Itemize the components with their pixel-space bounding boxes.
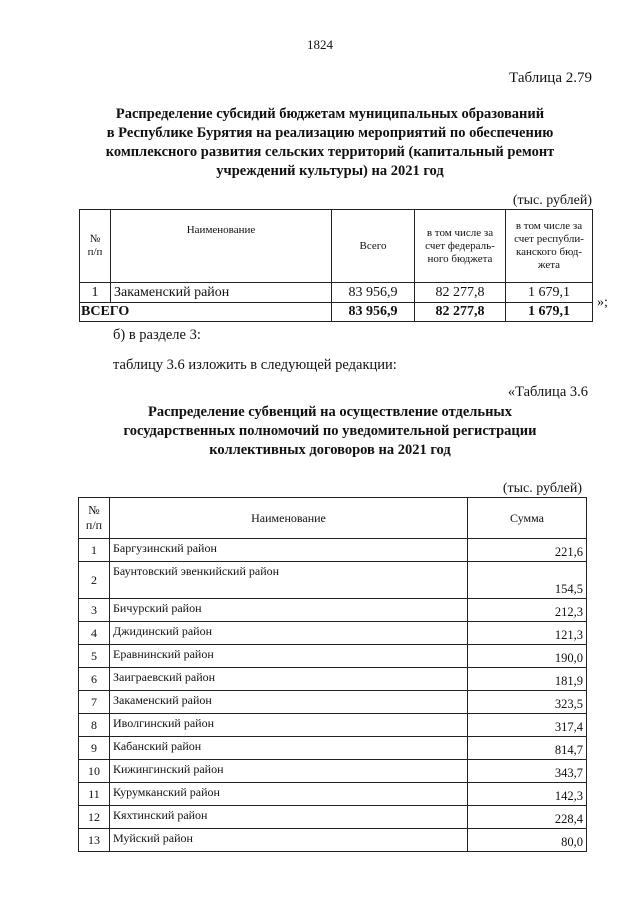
- row-sum: 212,3: [468, 599, 587, 622]
- row-name: Баунтовский эвенкийский район: [110, 562, 468, 599]
- row-federal: 82 277,8: [415, 283, 506, 303]
- table1-title-line: учреждений культуры) на 2021 год: [216, 163, 444, 179]
- row-num: 7: [79, 691, 110, 714]
- header-name: Наименование: [111, 210, 332, 283]
- row-num: 9: [79, 737, 110, 760]
- header-federal-line: в том числе за: [426, 226, 494, 239]
- row-sum: 317,4: [468, 714, 587, 737]
- row-name: Муйский район: [110, 829, 468, 852]
- row-name: Иволгинский район: [110, 714, 468, 737]
- total-label: ВСЕГО: [80, 303, 332, 322]
- row-num: 4: [79, 622, 110, 645]
- table-row: [79, 622, 587, 645]
- table2-title-line: государственных полномочий по уведомительной регистрации: [123, 423, 537, 439]
- total-total: 83 956,9: [332, 303, 415, 322]
- header-total: Всего: [332, 210, 415, 283]
- header-num: [80, 210, 111, 283]
- table1-title-line: Распределение субсидий бюджетам муниципальных образований: [115, 106, 545, 122]
- row-name: Кяхтинский район: [110, 806, 468, 829]
- row-name: Баргузинский район: [110, 539, 468, 562]
- table2-title-line: Распределение субвенций на осуществление отдельных: [147, 404, 513, 420]
- row-num: 11: [79, 783, 110, 806]
- row-num: 10: [79, 760, 110, 783]
- table-label-2-79: Таблица 2.79: [509, 70, 592, 86]
- table-header-row: [80, 210, 593, 283]
- table1-unit: (тыс. рублей): [512, 193, 592, 208]
- table-row: [79, 806, 587, 829]
- row-name: Закаменский район: [110, 691, 468, 714]
- table-row: [79, 737, 587, 760]
- row-num: 1: [79, 539, 110, 562]
- page-number: 1824: [307, 37, 333, 52]
- table-header-row: [79, 498, 587, 539]
- header-republic-line: канского бюд-: [515, 246, 583, 258]
- row-num: 3: [79, 599, 110, 622]
- table-row: [79, 668, 587, 691]
- header-federal-line: счет федераль-: [425, 239, 495, 252]
- row-num: 12: [79, 806, 110, 829]
- subsidy-table: [79, 209, 593, 322]
- row-name: Еравнинский район: [110, 645, 468, 668]
- table1-title: [80, 105, 580, 181]
- row-name: Бичурский район: [110, 599, 468, 622]
- table-row: [79, 760, 587, 783]
- row-num: 8: [79, 714, 110, 737]
- closing-quote: »;: [597, 295, 608, 310]
- row-total: 83 956,9: [332, 283, 415, 303]
- header-republic: [506, 210, 593, 283]
- row-sum: 190,0: [468, 645, 587, 668]
- header-republic-line: жета: [537, 259, 561, 271]
- header-num: [79, 498, 110, 539]
- row-sum: 221,6: [468, 539, 587, 562]
- table2-title: [80, 403, 580, 460]
- row-name: Кабанский район: [110, 737, 468, 760]
- table-row: [79, 562, 587, 599]
- row-name: Заиграевский район: [110, 668, 468, 691]
- header-name: Наименование: [110, 498, 468, 539]
- row-sum: 80,0: [468, 829, 587, 852]
- row-num: 5: [79, 645, 110, 668]
- header-num-line: п/п: [87, 246, 103, 258]
- row-num: 13: [79, 829, 110, 852]
- table-row: [79, 599, 587, 622]
- table1-title-line: комплексного развития сельских территорий (капитальный ремонт: [105, 144, 555, 160]
- table-label-3-6: «Таблица 3.6: [507, 384, 588, 400]
- table-row: [79, 539, 587, 562]
- row-sum: 814,7: [468, 737, 587, 760]
- row-republic: 1 679,1: [506, 283, 593, 303]
- total-row: [80, 303, 593, 322]
- header-num-line: п/п: [85, 518, 103, 532]
- row-name: Курумканский район: [110, 783, 468, 806]
- table-row: [79, 645, 587, 668]
- header-num-line: №: [89, 233, 101, 245]
- row-sum: 142,3: [468, 783, 587, 806]
- table-row: [79, 691, 587, 714]
- table2-title-line: коллективных договоров на 2021 год: [209, 442, 451, 458]
- header-sum: Сумма: [468, 498, 587, 539]
- row-sum: 343,7: [468, 760, 587, 783]
- paragraph-instruction: таблицу 3.6 изложить в следующей редакции:: [113, 357, 397, 373]
- paragraph-section: б) в разделе 3:: [113, 327, 201, 343]
- header-federal: [415, 210, 506, 283]
- table-row: [79, 829, 587, 852]
- row-name: Закаменский район: [111, 283, 332, 303]
- row-sum: 323,5: [468, 691, 587, 714]
- table1-title-line: в Республике Бурятия на реализацию мероприятий по обеспечению: [106, 125, 554, 141]
- row-sum: 181,9: [468, 668, 587, 691]
- table-row: [79, 783, 587, 806]
- header-num-line: №: [88, 503, 100, 517]
- row-name: Кижингинский район: [110, 760, 468, 783]
- row-num: 1: [80, 283, 111, 303]
- row-num: 2: [79, 562, 110, 599]
- row-name: Джидинский район: [110, 622, 468, 645]
- row-num: 6: [79, 668, 110, 691]
- total-federal: 82 277,8: [415, 303, 506, 322]
- row-sum: 121,3: [468, 622, 587, 645]
- table-row: [80, 283, 593, 303]
- row-sum: 228,4: [468, 806, 587, 829]
- header-republic-line: в том числе за: [515, 220, 583, 232]
- table2-unit: (тыс. рублей): [502, 481, 582, 496]
- subvention-table: [78, 497, 587, 852]
- table-row: [79, 714, 587, 737]
- row-sum: 154,5: [468, 562, 587, 599]
- total-republic: 1 679,1: [506, 303, 593, 322]
- header-republic-line: счет республи-: [514, 233, 584, 245]
- header-federal-line: ного бюджета: [427, 252, 493, 265]
